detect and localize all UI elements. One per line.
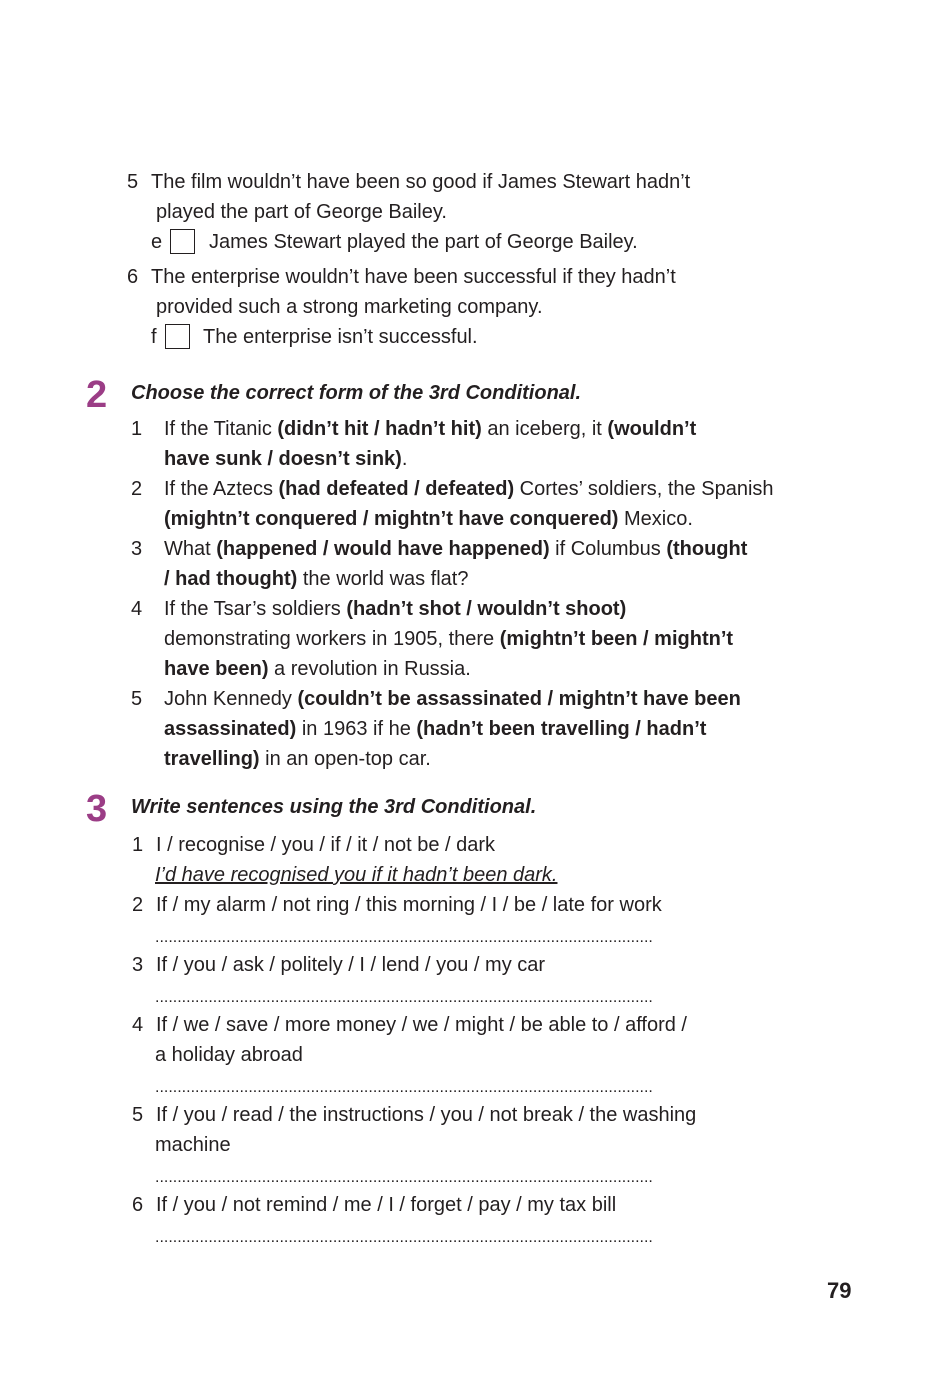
- exercise-2-number: 2: [86, 374, 108, 416]
- answer-options: (happened / would have happened): [216, 538, 550, 560]
- item-text: If the Tsar’s soldiers: [164, 598, 347, 620]
- item-text: in 1963 if he: [296, 718, 417, 740]
- example-answer: I’d have recognised you if it hadn’t been dark.: [155, 864, 558, 886]
- answer-line[interactable]: ................................................................................................................: [155, 1079, 653, 1096]
- answer-options: (hadn’t been travelling / hadn’t: [416, 718, 707, 740]
- item-number: 1: [131, 418, 143, 440]
- item-number: 5: [132, 1104, 144, 1126]
- answer-line[interactable]: ................................................................................................................: [155, 1229, 653, 1246]
- item-text: .: [401, 448, 408, 470]
- item-text: an iceberg, it: [481, 418, 608, 440]
- answer-options: (mightn’t conquered / mightn’t have conquered): [164, 508, 619, 530]
- exercise-2-title: Choose the correct form of the 3rd Conditional.: [131, 382, 582, 404]
- item-line: [164, 684, 741, 714]
- item-line: [164, 744, 431, 774]
- item-letter: f: [151, 326, 157, 348]
- item-letter: e: [151, 231, 163, 253]
- answer-options: travelling): [164, 748, 260, 770]
- prompt-text: a holiday abroad: [155, 1044, 303, 1066]
- item-text: What: [164, 538, 217, 560]
- answer-options: (didn’t hit / hadn’t hit): [277, 418, 482, 440]
- prompt-text: If / my alarm / not ring / this morning / I / be / late for work: [156, 894, 662, 916]
- answer-options: (hadn’t shot / wouldn’t shoot): [346, 598, 627, 620]
- prompt-text: If / we / save / more money / we / might / be able to / afford /: [156, 1014, 687, 1036]
- item-text: a revolution in Russia.: [268, 658, 471, 680]
- item-text: if Columbus: [549, 538, 667, 560]
- item-text: If the Titanic: [164, 418, 278, 440]
- answer-line[interactable]: ................................................................................................................: [155, 929, 653, 946]
- item-text: the world was flat?: [297, 568, 469, 590]
- prompt-text: If / you / not remind / me / I / forget / pay / my tax bill: [156, 1194, 617, 1216]
- prompt-text: If / you / read / the instructions / you / not break / the washing: [156, 1104, 697, 1126]
- item-text: demonstrating workers in 1905, there: [164, 628, 500, 650]
- item-text: The film wouldn’t have been so good if James Stewart hadn’t: [151, 171, 691, 193]
- item-number: 4: [132, 1014, 144, 1036]
- item-number: 5: [131, 688, 143, 710]
- item-line: [164, 654, 471, 684]
- answer-options: have sunk / doesn’t sink): [164, 448, 402, 470]
- item-text: Mexico.: [618, 508, 693, 530]
- item-line: [164, 414, 696, 444]
- item-text: in an open-top car.: [259, 748, 431, 770]
- item-number: 2: [131, 478, 143, 500]
- item-text: provided such a strong marketing company.: [156, 296, 543, 318]
- item-line: [164, 444, 407, 474]
- item-statement: James Stewart played the part of George Bailey.: [209, 231, 638, 253]
- answer-options: (had defeated / defeated): [278, 478, 515, 500]
- item-text: John Kennedy: [164, 688, 298, 710]
- item-text: Cortes’ soldiers, the Spanish: [514, 478, 774, 500]
- prompt-text: machine: [155, 1134, 231, 1156]
- answer-options: (thought: [666, 538, 748, 560]
- item-line: [164, 564, 469, 594]
- answer-options: (wouldn’t: [607, 418, 697, 440]
- answer-options: (couldn’t be assassinated / mightn’t have been: [297, 688, 741, 710]
- item-line: [164, 504, 693, 534]
- item-line: [164, 534, 747, 564]
- answer-line[interactable]: ................................................................................................................: [155, 989, 653, 1006]
- item-number: 3: [132, 954, 144, 976]
- item-text: The enterprise wouldn’t have been successful if they hadn’t: [151, 266, 676, 288]
- item-line: [164, 714, 706, 744]
- item-line: [164, 624, 733, 654]
- item-number: 6: [132, 1194, 144, 1216]
- item-text: played the part of George Bailey.: [156, 201, 447, 223]
- item-number: 1: [132, 834, 144, 856]
- item-number: 2: [132, 894, 144, 916]
- item-number: 4: [131, 598, 143, 620]
- answer-checkbox[interactable]: [170, 229, 195, 254]
- item-number: 3: [131, 538, 143, 560]
- answer-options: have been): [164, 658, 269, 680]
- item-number: 5: [127, 171, 139, 193]
- exercise-3-number: 3: [86, 788, 108, 830]
- item-number: 6: [127, 266, 139, 288]
- prompt-text: I / recognise / you / if / it / not be / dark: [156, 834, 496, 856]
- answer-options: assassinated): [164, 718, 297, 740]
- page-number: 79: [827, 1278, 852, 1303]
- answer-checkbox[interactable]: [165, 324, 190, 349]
- item-text: If the Aztecs: [164, 478, 279, 500]
- item-line: [164, 474, 774, 504]
- exercise-3-title: Write sentences using the 3rd Conditional.: [131, 796, 537, 818]
- answer-line[interactable]: ................................................................................................................: [155, 1169, 653, 1186]
- prompt-text: If / you / ask / politely / I / lend / you / my car: [156, 954, 546, 976]
- item-line: [164, 594, 626, 624]
- answer-options: / had thought): [164, 568, 298, 590]
- answer-options: (mightn’t been / mightn’t: [499, 628, 734, 650]
- item-statement: The enterprise isn’t successful.: [203, 326, 478, 348]
